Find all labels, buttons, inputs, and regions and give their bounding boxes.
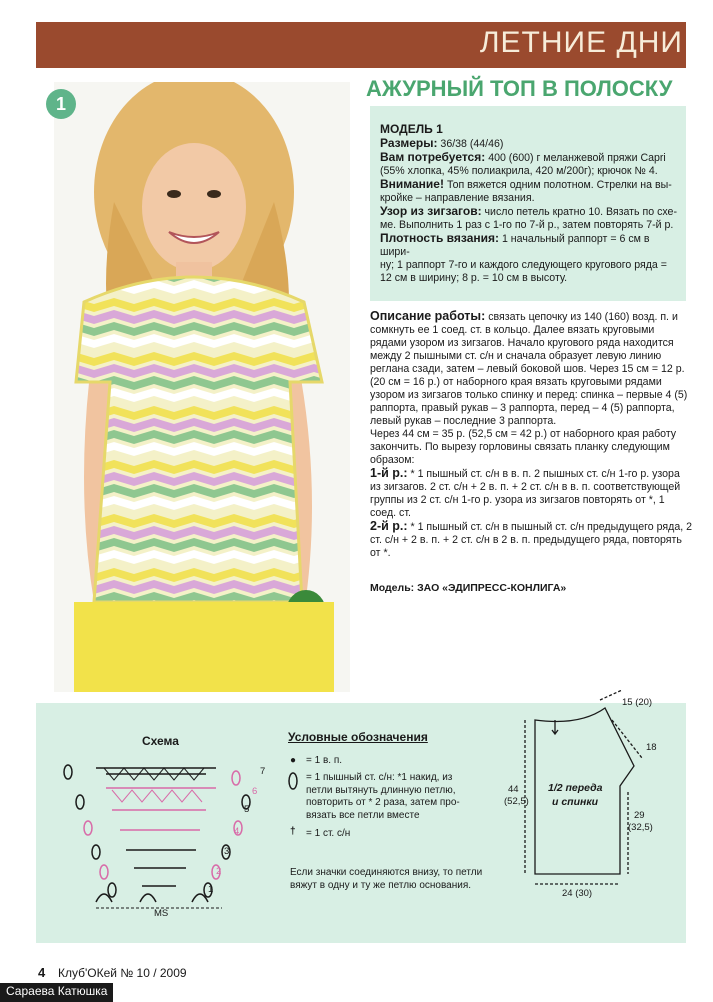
pattern-center-label-1: 1/2 переда bbox=[548, 782, 603, 794]
magazine-issue: Клуб'ОКей № 10 / 2009 bbox=[58, 966, 187, 980]
dim-left-1: 44 bbox=[508, 784, 519, 795]
crochet-chart bbox=[56, 750, 276, 920]
legend-puff-line-3: повторить от * 2 раза, затем про- bbox=[306, 797, 460, 808]
attention-value-2: кройке – направление вязания. bbox=[380, 192, 535, 204]
zigzag-label: Узор из зигзагов: bbox=[380, 204, 482, 218]
description-p2: Через 44 см = 35 р. (52,5 см = 42 р.) от наборного края работу закончить. По вырезу горловины связать планку следующим образом: bbox=[370, 428, 677, 466]
dim-top: 15 (20) bbox=[622, 697, 653, 708]
row-number-3: 3 bbox=[224, 846, 230, 857]
description-label: Описание работы: bbox=[370, 309, 486, 323]
dim-slant: 18 bbox=[646, 742, 657, 753]
model-number-badge: 1 bbox=[46, 89, 76, 119]
materials-info bbox=[380, 123, 680, 285]
watermark-text: Сараева Катюшка bbox=[0, 983, 113, 1002]
description-p1: связать цепочку из 140 (160) возд. п. и сомкнуть ее 1 соед. ст. в кольцо. Далее вязать круговыми рядами узором из зигзагов. Начало кругового ряда находится между 2 пышными ст. с/н и сначала образует левую линию реглана сзади, затем – левый боковой шов. Через 15 см = 12 р. (20 см = 16 р.) от наборного края вязать круговыми рядами узором из зигзагов только спинку и перед: спинка – первые 4 (5) раппорта, правый рукав – 3 раппорта, перед – 4 (5) раппорта, левый рукав – последние 3 раппорта. bbox=[370, 311, 688, 427]
sizes-value: 36/38 (44/46) bbox=[440, 138, 504, 150]
row1-label: 1-й р.: bbox=[370, 466, 408, 480]
dim-right-1: 29 bbox=[634, 810, 645, 821]
legend-chain-symbol: ● bbox=[290, 755, 297, 766]
legend-note-line-1: Если значки соединяются внизу, то петли bbox=[290, 867, 483, 878]
legend-puff-line-1: = 1 пышный ст. с/н: *1 накид, из bbox=[306, 772, 453, 783]
legend-item-puff bbox=[306, 772, 486, 822]
model-label: МОДЕЛЬ 1 bbox=[380, 122, 443, 136]
dim-left-2: (52,5) bbox=[504, 796, 529, 807]
pattern-center-label-2: и спинки bbox=[552, 796, 599, 808]
legend-title: Условные обозначения bbox=[288, 730, 428, 744]
row-number-5: 5 bbox=[244, 804, 250, 815]
row-number-1: 1 bbox=[208, 884, 214, 895]
density-value-3: 12 см в ширину; 8 р. = 10 см в высоту. bbox=[380, 272, 568, 284]
row-number-2: 2 bbox=[216, 866, 222, 877]
density-value-2: ну; 1 раппорт 7-го и каждого следующего кругового ряда = bbox=[380, 259, 667, 271]
model-photo bbox=[54, 82, 350, 692]
legend-note bbox=[290, 867, 500, 892]
density-label: Плотность вязания: bbox=[380, 231, 500, 245]
page-number: 4 bbox=[38, 965, 46, 980]
row-number-6: 6 bbox=[252, 786, 258, 797]
need-label: Вам потребуется: bbox=[380, 150, 486, 164]
density-value-1: 1 начальный раппорт = 6 см в шири- bbox=[380, 233, 650, 258]
section-title: ЛЕТНИЕ ДНИ bbox=[479, 26, 683, 59]
legend-item-chain: = 1 в. п. bbox=[306, 755, 343, 766]
attention-value-1: Топ вяжется одним полотном. Стрелки на вы- bbox=[446, 179, 672, 191]
schema-title: Схема bbox=[142, 734, 179, 748]
ms-label: MS bbox=[154, 908, 169, 919]
row2-label: 2-й р.: bbox=[370, 519, 408, 533]
legend-note-line-2: вяжут в одну и ту же петлю основания. bbox=[290, 879, 472, 891]
sizes-label: Размеры: bbox=[380, 136, 438, 150]
model-credit: Модель: ЗАО «ЭДИПРЕСС-КОНЛИГА» bbox=[370, 582, 567, 594]
row-number-4: 4 bbox=[234, 826, 240, 837]
legend-puff-line-4: вязать все петли вместе bbox=[306, 809, 420, 821]
legend-item-dc: = 1 ст. с/н bbox=[306, 828, 351, 839]
zigzag-value-1: число петель кратно 10. Вязать по схе- bbox=[484, 206, 677, 218]
puff-stitch-icon bbox=[287, 771, 299, 791]
row2-text: * 1 пышный ст. с/н в пышный ст. с/н предыдущего ряда, 2 ст. с/н + 2 в. п. + 2 ст. с/н в 2 в. п. предыдущего ряда, повторять от *. bbox=[370, 521, 692, 559]
legend-dc-symbol: † bbox=[290, 826, 296, 837]
need-value-2: (55% хлопка, 45% полиакрила, 420 м/200г); крючок № 4. bbox=[380, 165, 658, 177]
need-value-1: 400 (600) г меланжевой пряжи Capri bbox=[488, 152, 666, 164]
row-number-7: 7 bbox=[260, 766, 266, 777]
zigzag-value-2: ме. Выполнить 1 раз с 1-го по 7-й р., затем повторять 7-й р. bbox=[380, 219, 674, 231]
dim-right-2: (32,5) bbox=[628, 822, 653, 833]
main-title: АЖУРНЫЙ ТОП В ПОЛОСКУ bbox=[366, 76, 673, 101]
dim-bottom: 24 (30) bbox=[562, 888, 593, 899]
row1-text: * 1 пышный ст. с/н в в. п. 2 пышных ст. с/н 1-го р. узора из зигзагов. 2 ст. с/н + 2 в. п. + 2 ст. с/н в в. п. соответствующей группы из 2 ст. с/н 1-го р. узора из зигзагов повторять от *, 1 соед. ст. bbox=[370, 468, 681, 519]
work-description bbox=[370, 310, 692, 560]
legend-puff-line-2: петли вытянуть длинную петлю, bbox=[306, 784, 456, 796]
attention-label: Внимание! bbox=[380, 177, 444, 191]
